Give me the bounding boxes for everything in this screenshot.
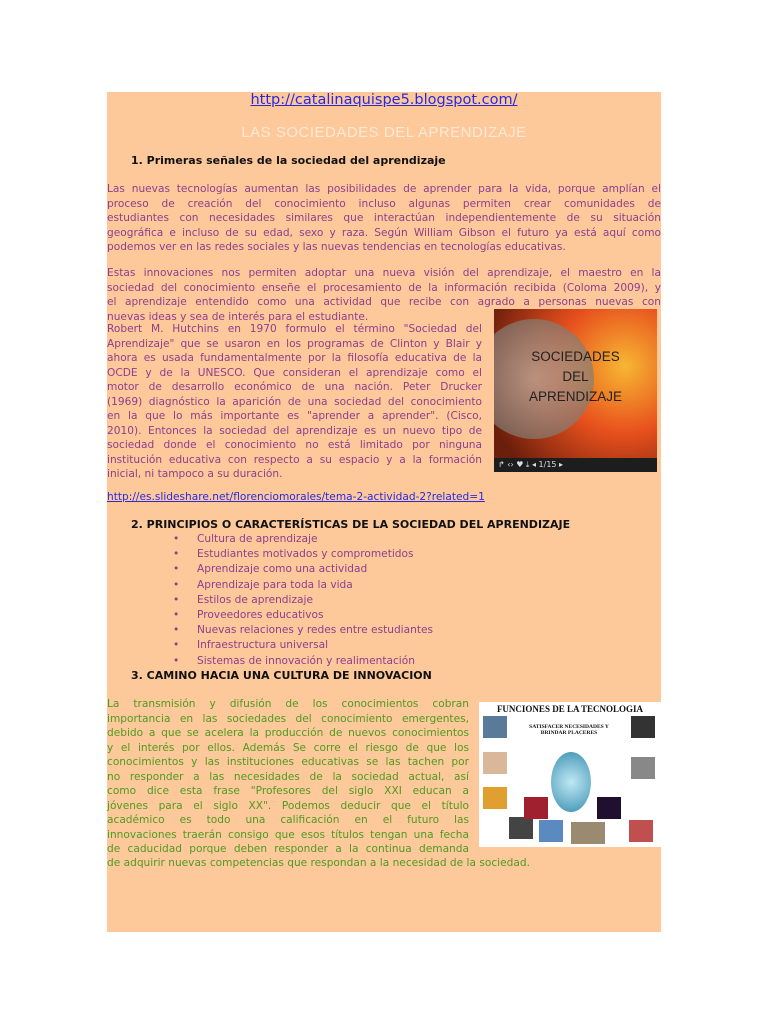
text-line: Robert M. Hutchins en 1970 formulo el término "Sociedad del [107,323,482,335]
photo-thumb [509,817,533,839]
list-item-label: Cultura de aprendizaje [197,533,318,545]
photo-thumb [483,752,507,774]
section1-heading: 1. Primeras señales de la sociedad del aprendizaje [131,154,446,167]
text-line: debido a que se acelera la producción de nuevos conocimientos [107,727,469,739]
photo-thumb [629,820,653,842]
technology-functions-image [479,702,661,847]
text-line: de caducidad porque deben responder a la continua demanda [107,843,469,855]
list-item-label: Nuevas relaciones y redes entre estudiantes [197,624,434,637]
text-line: geográfica e incluso de su edad, sexo y raza. Según William Gibson el futuro ya está aquí como [107,226,661,239]
slide-title-line: APRENDIZAJE [528,389,623,404]
slide-controls[interactable]: ↱ ‹› ♥ ⤓ ◂ 1/15 ▸ [494,458,657,472]
photo-thumb [571,822,605,844]
bullet-icon: • [173,578,180,591]
text-line: en la que lo más importante es "aprender a aprender". (Cisco, [107,410,482,422]
text-line: conocimientos y las instituciones educativas se las tachen por [107,756,469,768]
text-line: estudiantes con necesidades similares que interactúan independientemente de su situación [107,212,661,224]
section1-para3 [107,322,482,482]
text-line: no responder a las necesidades de la sociedad actual, así [107,770,469,783]
bullet-icon: • [173,608,180,621]
slideshare-link[interactable]: http://es.slideshare.net/florenciomorales/tema-2-actividad-2?related=1 [107,491,485,503]
text-line: 2010). Entonces la sociedad del aprendizaje es un nuevo tipo de [107,424,482,437]
text-line: innovaciones traerán consigo que esos títulos tengan una fecha [107,828,469,841]
list-item [173,638,433,653]
text-line: académico es todo una calificación en el futuro las [107,814,469,826]
list-item-label: Estudiantes motivados y comprometidos [197,548,414,561]
text-line: motor de desarrollo económico de una nación. Peter Drucker [107,381,482,393]
blog-link[interactable]: http://catalinaquispe5.blogspot.com/ [250,92,518,108]
image-subtitle: SATISFACER NECESIDADES Y BRINDAR PLACERES [529,724,609,736]
slide-title-line: SOCIEDADES [531,349,620,364]
list-item-label: Sistemas de innovación y realimentación [197,654,415,667]
bullet-icon: • [173,654,180,667]
text-line: Estas innovaciones nos permiten adoptar una nueva visión del aprendizaje, el maestro en la [107,267,661,279]
photo-thumb [631,716,655,738]
list-item-label: Proveedores educativos [197,608,324,621]
list-item-label: Aprendizaje como una actividad [197,563,368,576]
text-line: (1969) diagnóstico la aparición de una sociedad del conocimiento [107,395,482,408]
text-line: como dice esta frase "Profesores del siglo XXI educan a [107,785,469,797]
text-line: ahora es usada fundamentalmente por la filosofía educativa de la [107,352,482,364]
text-line: jóvenes para el siglo XX". Podemos deducir que el título [107,799,469,812]
bullet-icon: • [173,593,180,606]
text-line: el aprendizaje entendido como una actividad que recibe con agrado a personas nuevas con [107,296,661,308]
globe-graphic [551,752,591,812]
photo-thumb [524,797,548,819]
document-page [107,92,661,932]
list-item [173,547,433,562]
list-item-label: Aprendizaje para toda la vida [197,578,353,591]
section3-para-last: de adquirir nuevas competencias que respondan a la necesidad de la sociedad. [107,857,530,869]
slide-embed[interactable] [494,309,657,472]
list-item [173,578,433,593]
text-line: importancia en las sociedades del conocimiento emergentes, [107,712,469,725]
list-item [173,608,433,623]
text-line: Las nuevas tecnologías aumentan las posibilidades de aprender para la vida, porque amplían el [107,183,661,195]
list-item [173,532,433,547]
photo-thumb [483,716,507,738]
list-item [173,593,433,608]
bullet-icon: • [173,624,180,637]
list-item-label: Infraestructura universal [197,639,329,652]
page-title: LAS SOCIEDADES DEL APRENDIZAJE [241,124,527,141]
principles-list [173,532,433,669]
photo-thumb [631,757,655,779]
text-line: nuevas ideas y sea de interés para el estudiante. [107,310,369,323]
photo-thumb [597,797,621,819]
text-line: inicial, ni tampoco a su duración. [107,468,283,480]
bullet-icon: • [173,563,180,576]
list-item [173,654,433,669]
text-line: podemos ver en las redes sociales y las nuevas tendencias en tecnologías educativas. [107,241,566,253]
section3-para [107,697,469,857]
text-line: sociedad donde el conocimiento no está limitado por ninguna [107,439,482,451]
list-item [173,562,433,577]
text-line: proceso de creación del conocimiento incluso algunas permiten crear comunidades de [107,197,661,210]
text-line: OCDE y de la UNESCO. Que consideran el aprendizaje como el [107,366,482,379]
text-line: institución educativa con respecto a su espacio y a la formación [107,453,482,466]
section3-heading: 3. CAMINO HACIA UNA CULTURA DE INNOVACION [131,669,432,682]
photo-thumb [483,787,507,809]
text-line: y el interés por ellos. Además Se corre el riesgo de que los [107,741,469,754]
list-item-label: Estilos de aprendizaje [197,593,313,606]
photo-thumb [539,820,563,842]
text-line: La transmisión y difusión de los conocimientos cobran [107,698,469,710]
list-item [173,623,433,638]
bullet-icon: • [173,548,180,561]
bullet-icon: • [173,533,180,545]
section1-para1 [107,182,661,255]
image-title: FUNCIONES DE LA TECNOLOGIA [496,704,644,714]
slide-title [494,347,657,407]
slide-title-line: DEL [562,369,589,384]
text-line: sociedad del conocimiento enseñe el procesamiento de la información recibida (Coloma 2009), y [107,281,661,294]
section2-heading: 2. PRINCIPIOS O CARACTERÍSTICAS DE LA SOCIEDAD DEL APRENDIZAJE [131,518,571,531]
text-line: Aprendizaje" que se usaron en los programas de Clinton y Blair y [107,337,482,350]
bullet-icon: • [173,639,180,652]
